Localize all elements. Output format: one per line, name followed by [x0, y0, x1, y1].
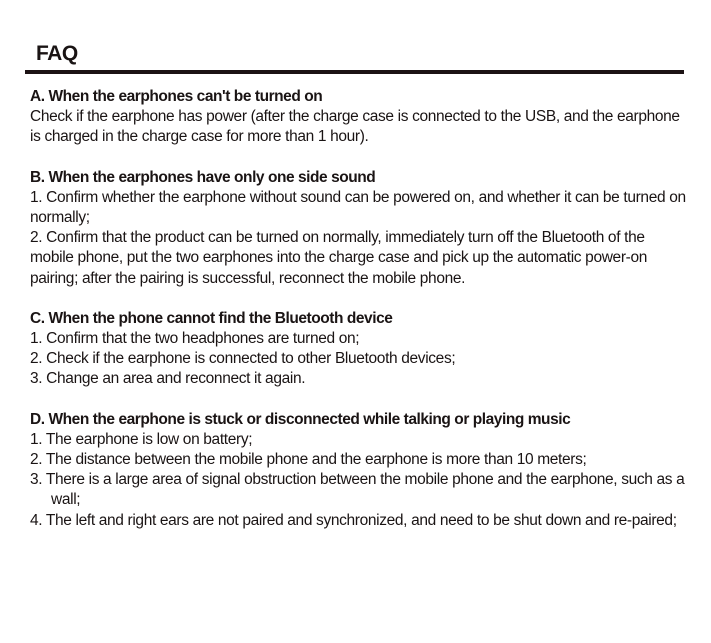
- page-title: FAQ: [36, 42, 78, 65]
- list-item: 2. Confirm that the product can be turned on normally, immediately turn off the Bluetooth of the mobile phone, put the two earphones into the charge case and pick up the automatic power-on pairing; after the pairing is successful, reconnect the mobile phone.: [30, 229, 647, 287]
- faq-section-d: [30, 410, 690, 531]
- faq-section-b: [30, 168, 690, 289]
- list-item: 3. There is a large area of signal obstruction between the mobile phone and the earphone, such as a wall;: [30, 471, 685, 509]
- faq-content: [30, 87, 690, 551]
- list-item: 1. Confirm that the two headphones are turned on;: [30, 330, 360, 348]
- list-item: 1. The earphone is low on battery;: [30, 430, 253, 448]
- section-heading: D. When the earphone is stuck or disconnected while talking or playing music: [30, 410, 571, 428]
- list-item: 1. Confirm whether the earphone without sound can be powered on, and whether it can be turned on normally;: [30, 188, 686, 227]
- faq-section-a: [30, 87, 690, 148]
- faq-section-c: [30, 309, 690, 390]
- list-item: 3. Change an area and reconnect it again.: [30, 370, 306, 388]
- title-divider: [25, 70, 684, 74]
- list-item: 2. The distance between the mobile phone and the earphone is more than 10 meters;: [30, 451, 587, 469]
- section-heading: B. When the earphones have only one side sound: [30, 168, 376, 186]
- section-heading: A. When the earphones can't be turned on: [30, 88, 323, 105]
- section-paragraph: Check if the earphone has power (after the charge case is connected to the USB, and the earphone is charged in the charge case for more than 1 hour).: [30, 108, 680, 146]
- list-item: 2. Check if the earphone is connected to other Bluetooth devices;: [30, 350, 456, 368]
- section-heading: C. When the phone cannot find the Bluetooth device: [30, 309, 393, 327]
- list-item: 4. The left and right ears are not paired and synchronized, and need to be shut down and re-paired;: [30, 511, 677, 529]
